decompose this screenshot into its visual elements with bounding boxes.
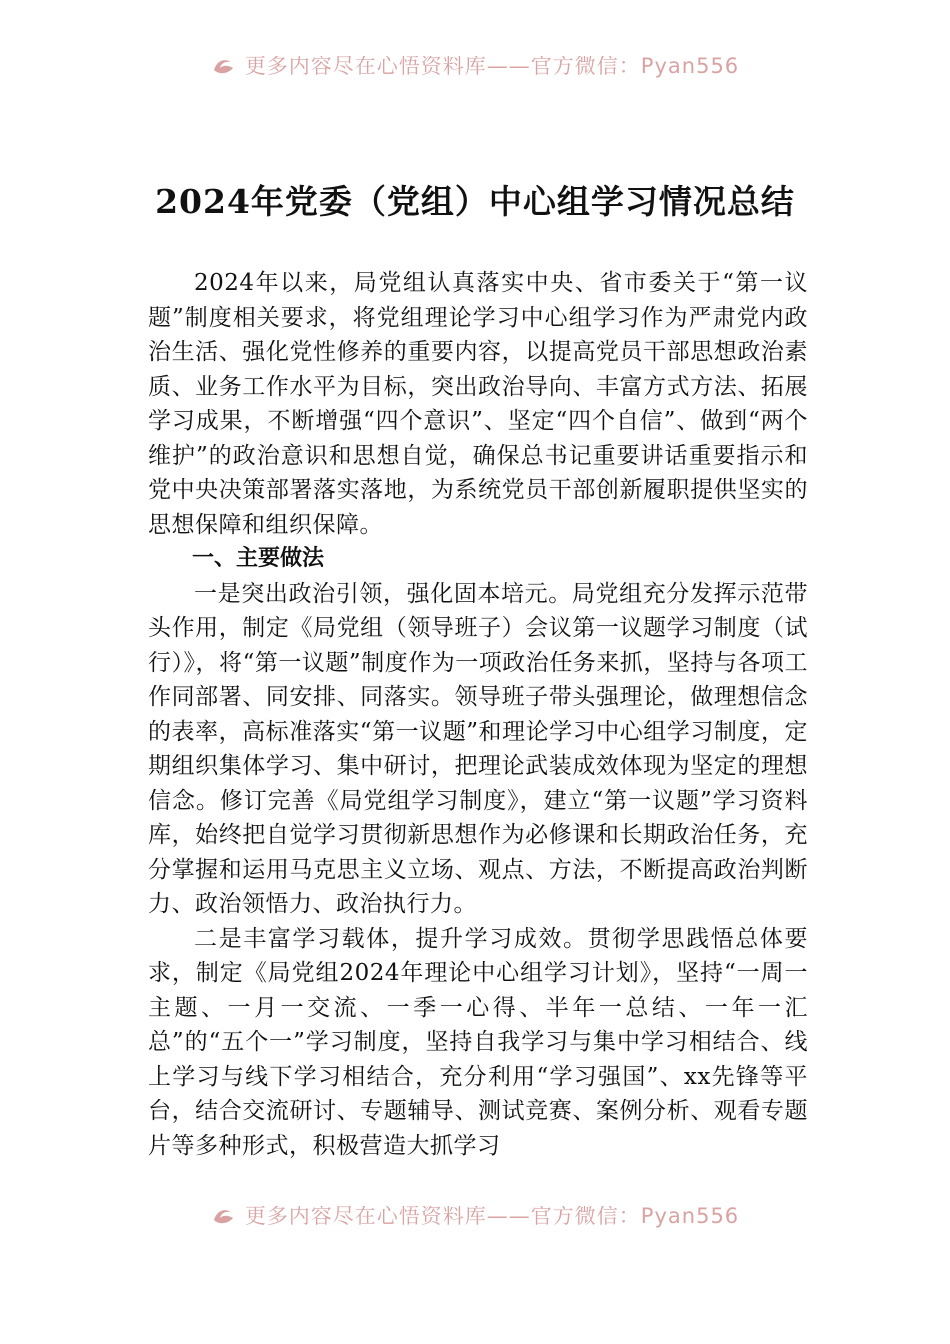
document-body <box>148 266 808 1163</box>
watermark-top <box>0 56 950 90</box>
intro-paragraph: 2024年以来，局党组认真落实中央、省市委关于“第一议题”制度相关要求，将党组理论学习中心组学习作为严肃党内政治生活、强化党性修养的重要内容，以提高党员干部思想政治素质、业务工作水平为目标，突出政治导向、丰富方式方法、拓展学习成果，不断增强“四个意识”、坚定“四个自信”、做到“两个维护”的政治意识和思想自觉，确保总书记重要讲话重要指示和党中央决策部署落实落地，为系统党员干部创新履职提供坚实的思想保障和组织保障。 <box>148 270 808 538</box>
watermark-text: 更多内容尽在心悟资料库——官方微信：Pyan556 <box>244 1206 740 1228</box>
section1-paragraph-2: 二是丰富学习载体，提升学习成效。贯彻学思践悟总体要求，制定《局党组2024年理论中心组学习计划》，坚持“一周一主题、一月一交流、一季一心得、半年一总结、一年一汇总”的“五个一”学习制度，坚持自我学习与集中学习相结合、线上学习与线下学习相结合，充分利用“学习强国”、xx先锋等平台，结合交流研讨、专题辅导、测试竞赛、案例分析、观看专题片等多种形式，积极营造大抓学习 <box>148 925 808 1159</box>
watermark-bottom <box>0 1206 950 1240</box>
section1-paragraph-1: 一是突出政治引领，强化固本培元。局党组充分发挥示范带头作用，制定《局党组（领导班子）会议第一议题学习制度（试行）》，将“第一议题”制度作为一项政治任务来抓，坚持与各项工作同部署、同安排、同落实。领导班子带头强理论，做理想信念的表率，高标准落实“第一议题”和理论学习中心组学习制度，定期组织集体学习、集中研讨，把理论武装成效体现为坚定的理想信念。修订完善《局党组学习制度》，建立“第一议题”学习资料库，始终把自觉学习贯彻新思想作为必修课和长期政治任务，充分掌握和运用马克思主义立场、观点、方法，不断提高政治判断力、政治领悟力、政治执行力。 <box>148 580 808 917</box>
swirl-logo-icon <box>211 1206 237 1226</box>
section-heading-1: 一、主要做法 <box>192 546 325 571</box>
swirl-logo-icon <box>211 56 237 76</box>
page-title: 2024年党委（党组）中心组学习情况总结 <box>155 182 795 221</box>
watermark-text: 更多内容尽在心悟资料库——官方微信：Pyan556 <box>244 56 740 78</box>
